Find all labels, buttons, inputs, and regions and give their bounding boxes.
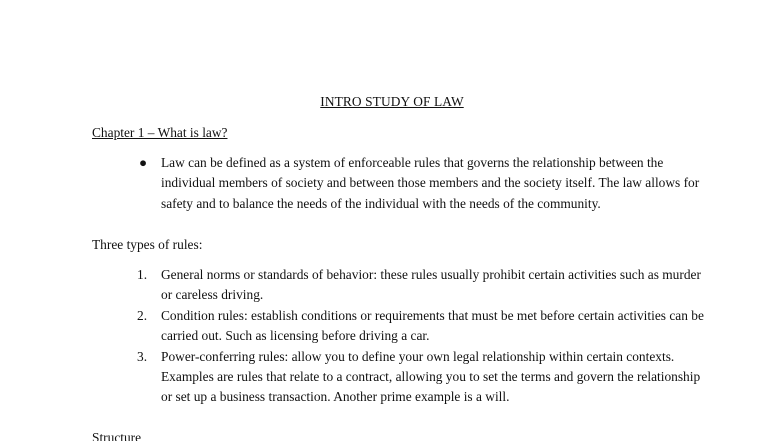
definition-bullet-list (139, 153, 701, 214)
rule-types-heading: Three types of rules: (92, 237, 203, 252)
bullet-text: Law can be defined as a system of enforceable rules that governs the relationship between the individual members of society and between those members and the society itself. The law allows for safety and to balance the needs of the individual with the needs of the community. (161, 155, 700, 211)
bullet-item (139, 153, 701, 214)
list-item (137, 347, 706, 408)
list-item-text: Power-conferring rules: allow you to define your own legal relationship within certain contexts. Examples are rules that relate to a contract, allowing you to set the terms and govern the relationship or set up a business transaction. Another prime example is a will. (161, 348, 701, 405)
list-item-text: Condition rules: establish conditions or requirements that must be met before certain activities can be carried out. Such as licensing before driving a car. (161, 307, 704, 344)
list-item (137, 265, 706, 306)
chapter-heading: Chapter 1 – What is law? (92, 125, 228, 140)
bullet-icon: ● (139, 155, 148, 170)
list-item (137, 306, 706, 347)
list-number: 1. (137, 267, 148, 282)
structure-heading: Structure (92, 430, 142, 441)
rule-types-list (137, 265, 706, 408)
list-number: 2. (137, 307, 148, 323)
document-title: INTRO STUDY OF LAW (320, 94, 464, 109)
list-item-text: General norms or standards of behavior: these rules usually prohibit certain activities such as murder or careless driving. (161, 267, 701, 303)
list-number: 3. (137, 348, 148, 364)
